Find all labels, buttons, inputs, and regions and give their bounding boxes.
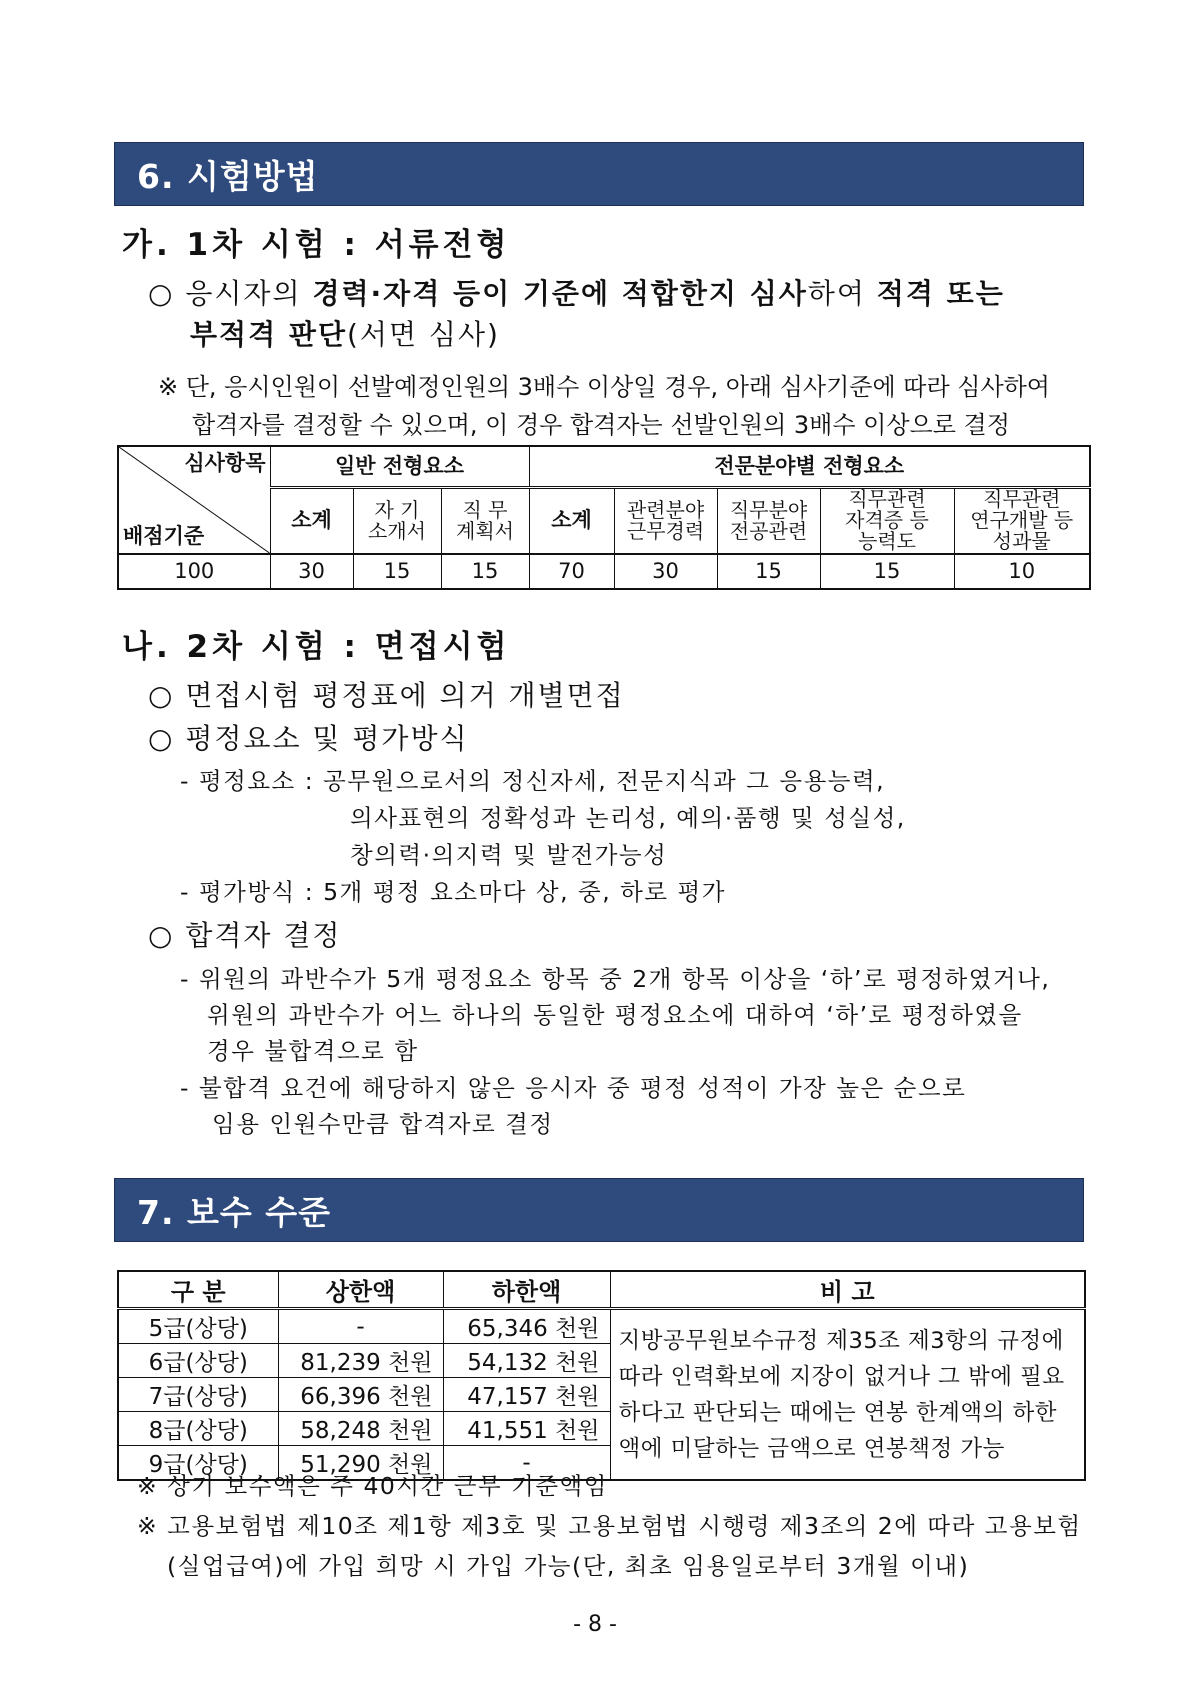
header-line: 자격증 등 <box>845 508 929 533</box>
license-header <box>820 487 954 554</box>
header-line: 직무관련 <box>983 487 1061 512</box>
header-lower: 하한액 <box>443 1271 610 1309</box>
general-elements-header: 일반 전형요소 <box>270 446 529 487</box>
section-6-header <box>114 142 1084 206</box>
score-cell: 100 <box>118 554 270 589</box>
dash-b-4-cont: 임용 인원수만큼 합격자로 결정 <box>212 1110 554 1138</box>
header-line: 관련분야 <box>626 497 705 522</box>
upper-cell: 51,290 천원 <box>278 1446 443 1481</box>
score-cell: 30 <box>270 554 353 589</box>
grade-cell: 9급(상당) <box>118 1446 278 1481</box>
lower-cell: 65,346 천원 <box>443 1309 610 1344</box>
note-a-1: ※ 단, 응시인원이 선발예정인원의 3배수 이상일 경우, 아래 심사기준에 따라 심사하여 <box>158 373 1050 401</box>
subsection-a-title: 가. 1차 시험 : 서류전형 <box>122 227 511 263</box>
text-span: (서면 심사) <box>347 318 500 351</box>
upper-cell: - <box>278 1309 443 1344</box>
special-elements-header: 전문분야별 전형요소 <box>529 446 1090 487</box>
upper-cell: 58,248 천원 <box>278 1412 443 1446</box>
screening-criteria-table <box>117 445 1091 590</box>
score-cell: 30 <box>614 554 717 589</box>
score-cell: 15 <box>353 554 441 589</box>
page-number: - 8 - <box>573 1612 617 1637</box>
bullet-a-1 <box>148 272 1005 312</box>
lower-cell: 47,157 천원 <box>443 1378 610 1412</box>
major-header <box>717 487 820 554</box>
header-upper: 상한액 <box>278 1271 443 1309</box>
dash-b-1: - 평정요소 : 공무원으로서의 정신자세, 전문지식과 그 응용능력, <box>180 767 886 795</box>
dash-b-4: - 불합격 요건에 해당하지 않은 응시자 중 평정 성적이 가장 높은 순으로 <box>180 1074 967 1102</box>
bold-text: 부적격 판단 <box>190 318 347 351</box>
section-7-header <box>114 1178 1084 1242</box>
career-header <box>614 487 717 554</box>
dash-b-1-cont2: 창의력·의지력 및 발전가능성 <box>350 841 668 869</box>
salary-note-1: ※ 상기 보수액은 주 40시간 근무 기준액임 <box>137 1472 608 1500</box>
score-cell: 15 <box>717 554 820 589</box>
dash-b-3-cont2: 경우 불합격으로 함 <box>207 1037 419 1065</box>
section-6-title: 6. 시험방법 <box>137 156 319 196</box>
header-line: 능력도 <box>858 529 916 554</box>
table-row <box>118 1309 1085 1344</box>
subtotal-header: 소계 <box>270 487 353 554</box>
score-cell: 10 <box>954 554 1090 589</box>
upper-cell: 81,239 천원 <box>278 1344 443 1378</box>
bullet-b-3: ○ 합격자 결정 <box>148 919 342 952</box>
corner-bottom-label: 배점기준 <box>123 524 205 548</box>
subtotal-header: 소계 <box>529 487 614 554</box>
dash-b-2: - 평가방식 : 5개 평정 요소마다 상, 중, 하로 평가 <box>180 878 726 906</box>
header-line: 근무경력 <box>626 518 705 543</box>
header-line: 직무분야 <box>729 497 808 522</box>
lower-cell: - <box>443 1446 610 1481</box>
section-7-title: 7. 보수 수준 <box>137 1192 331 1232</box>
header-grade: 구 분 <box>118 1271 278 1309</box>
header-line: 성과물 <box>992 529 1051 554</box>
bold-text: 경력·자격 등이 기준에 적합한지 심사 <box>312 277 808 310</box>
bullet-a-1-cont <box>190 313 500 353</box>
header-line: 계획서 <box>456 518 514 543</box>
dash-b-1-cont: 의사표현의 정확성과 논리성, 예의·품행 및 성실성, <box>350 804 906 832</box>
bullet-b-2: ○ 평정요소 및 평가방식 <box>148 722 469 755</box>
header-line: 직 무 <box>462 497 508 522</box>
salary-note-2: ※ 고용보험법 제10조 제1항 제3호 및 고용보험법 시행령 제3조의 2에 따라 고용보험 <box>137 1512 1082 1540</box>
subsection-b-title: 나. 2차 시험 : 면접시험 <box>122 629 511 665</box>
dash-b-3: - 위원의 과반수가 5개 평정요소 항목 중 2개 항목 이상을 ‘하’로 평정하였거나, <box>180 965 1051 993</box>
dash-b-3-cont: 위원의 과반수가 어느 하나의 동일한 평정요소에 대하여 ‘하’로 평정하였을 <box>207 1001 1023 1029</box>
grade-cell: 8급(상당) <box>118 1412 278 1446</box>
note-a-2: 합격자를 결정할 수 있으며, 이 경우 합격자는 선발인원의 3배수 이상으로 결정 <box>192 411 1010 439</box>
lower-cell: 54,132 천원 <box>443 1344 610 1378</box>
corner-top-label: 심사항목 <box>184 451 266 475</box>
remark-cell: 지방공무원보수규정 제35조 제3항의 규정에 따라 인력확보에 지장이 없거나 그 밖에 필요하다고 판단되는 때에는 연봉 한계액의 하한액에 미달하는 금액으로 연봉책정 가능 <box>610 1309 1085 1481</box>
bullet-b-1: ○ 면접시험 평정표에 의거 개별면접 <box>148 679 625 712</box>
grade-cell: 7급(상당) <box>118 1378 278 1412</box>
corner-header-cell <box>118 446 270 554</box>
score-cell: 15 <box>441 554 529 589</box>
header-line: 연구개발 등 <box>970 508 1074 533</box>
salary-table <box>117 1270 1086 1481</box>
text-span: ○ 응시자의 <box>148 277 313 310</box>
job-plan-header <box>441 487 529 554</box>
text-span: 하여 <box>807 277 877 310</box>
header-line: 전공관련 <box>729 518 808 543</box>
header-remark: 비 고 <box>610 1271 1085 1309</box>
score-cell: 70 <box>529 554 614 589</box>
upper-cell: 66,396 천원 <box>278 1378 443 1412</box>
score-cell: 15 <box>820 554 954 589</box>
lower-cell: 41,551 천원 <box>443 1412 610 1446</box>
header-line: 소개서 <box>368 518 426 543</box>
header-line: 자 기 <box>374 497 420 522</box>
grade-cell: 5급(상당) <box>118 1309 278 1344</box>
salary-note-3: (실업급여)에 가입 희망 시 가입 가능(단, 최초 임용일로부터 3개월 이내) <box>167 1552 970 1580</box>
self-intro-header <box>353 487 441 554</box>
grade-cell: 6급(상당) <box>118 1344 278 1378</box>
header-line: 직무관련 <box>848 487 926 512</box>
research-header <box>954 487 1090 554</box>
bold-text: 적격 또는 <box>876 277 1005 310</box>
